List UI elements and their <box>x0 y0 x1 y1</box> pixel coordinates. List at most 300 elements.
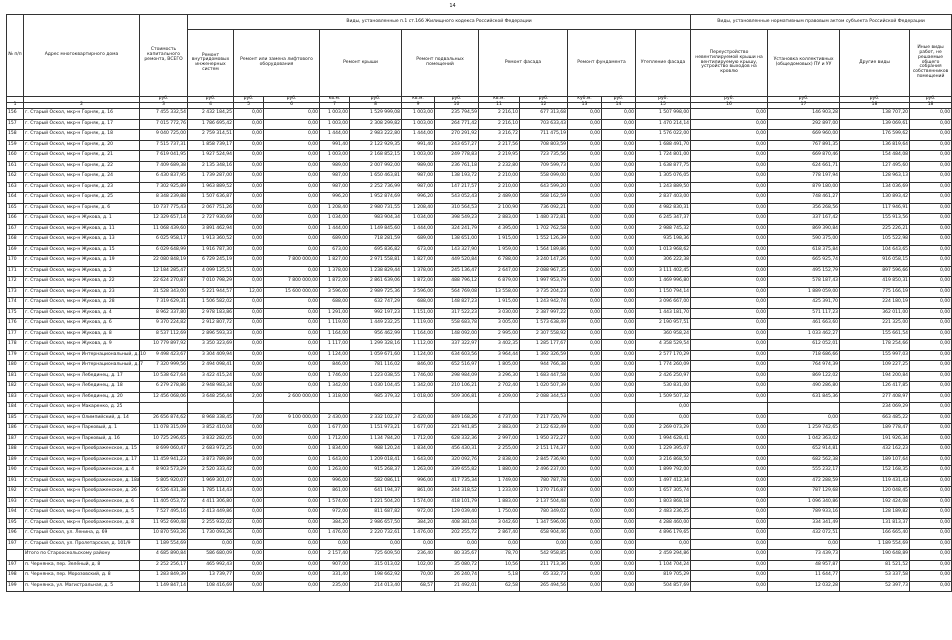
unit-cell: руб. <box>435 97 479 103</box>
value-cell <box>350 403 402 414</box>
value-cell: 2 220 732,61 <box>350 529 402 540</box>
value-cell: 2 912 807,72 <box>188 319 234 330</box>
value-cell: 748 461,27 <box>768 193 840 204</box>
value-cell: 861,00 <box>402 487 435 498</box>
value-cell: 1 480 372,81 <box>520 214 568 225</box>
value-cell: 1 299 328,16 <box>350 340 402 351</box>
value-cell: 0,00 <box>910 182 952 193</box>
value-cell: 0,00 <box>568 109 602 120</box>
value-cell: 1 119,00 <box>402 319 435 330</box>
value-cell: 2 948 983,34 <box>188 382 234 393</box>
value-cell: 0,00 <box>636 539 691 550</box>
value-cell: 1 774 260,09 <box>636 361 691 372</box>
row-number-cell: 190 <box>7 466 24 477</box>
row-number-cell: 196 <box>7 529 24 540</box>
table-row <box>7 539 952 550</box>
value-cell: 632 747,29 <box>350 298 402 309</box>
value-cell: 711 475,19 <box>520 130 568 141</box>
value-cell: 0,00 <box>910 277 952 288</box>
value-cell: 3 852 410,04 <box>188 424 234 435</box>
value-cell: 0,00 <box>568 350 602 361</box>
value-cell: 1 858 739,17 <box>188 140 234 151</box>
value-cell: 1 189 554,69 <box>140 539 188 550</box>
value-cell: 1 506 582,02 <box>188 298 234 309</box>
address-cell: г. Старый Оскол, мкр-н Жукова, д. 28 <box>24 298 140 309</box>
value-cell: 0,00 <box>636 413 691 424</box>
value-cell: 2 216,10 <box>479 109 520 120</box>
value-cell: 4 685 890,84 <box>140 550 188 561</box>
value-cell: 0,00 <box>910 161 952 172</box>
value-cell: 0,00 <box>691 182 768 193</box>
value-cell: 1 469 996,80 <box>636 277 691 288</box>
value-cell: 869 122,02 <box>768 371 840 382</box>
table-row <box>7 266 952 277</box>
value-cell: 0,00 <box>910 172 952 183</box>
value-cell: 0,00 <box>910 287 952 298</box>
value-cell: 0,00 <box>602 319 636 330</box>
value-cell: 0,00 <box>234 382 264 393</box>
value-cell: 198 662,92 <box>350 571 402 582</box>
value-cell: 2 727 930,69 <box>188 214 234 225</box>
value-cell: 8 968 338,45 <box>188 413 234 424</box>
unit-cell: руб. <box>768 97 840 103</box>
unit-cell: руб. <box>520 97 568 103</box>
header-extra-works: Иные виды работ, не решаемые общего собрания собственников помещений <box>910 30 952 97</box>
value-cell: 0,00 <box>910 340 952 351</box>
value-cell: 2 252 736,99 <box>350 182 402 193</box>
row-number-cell: 199 <box>7 581 24 592</box>
value-cell: 0,00 <box>602 193 636 204</box>
value-cell: 2 861 639,06 <box>350 277 402 288</box>
value-cell: 3 832 282,05 <box>188 434 234 445</box>
value-cell: 2 683 972,25 <box>188 445 234 456</box>
value-cell <box>402 403 435 414</box>
value-cell: 0,00 <box>264 203 320 214</box>
value-cell: 5,18 <box>479 571 520 582</box>
value-cell: 1 746,00 <box>320 371 350 382</box>
row-number-cell: 165 <box>7 203 24 214</box>
value-cell: 558 683,78 <box>435 319 479 330</box>
header-address: Адрес многоквартирного дома <box>24 15 140 97</box>
value-cell: 1 638 877,75 <box>636 161 691 172</box>
value-cell: 0,00 <box>568 119 602 130</box>
value-cell: 781 116,02 <box>350 361 402 372</box>
value-cell: 68,57 <box>402 581 435 592</box>
table-row <box>7 455 952 466</box>
unit-cell: руб. <box>840 97 910 103</box>
table-row <box>7 287 952 298</box>
value-cell: 7 320 999,56 <box>140 361 188 372</box>
unit-cell: руб. <box>691 97 768 103</box>
value-cell: 0,00 <box>910 476 952 487</box>
value-cell: 1 573 638,49 <box>520 319 568 330</box>
value-cell: 2 494 098,41 <box>188 361 234 372</box>
row-number-cell: 161 <box>7 161 24 172</box>
value-cell: 582 086,11 <box>350 476 402 487</box>
value-cell: 1 003,00 <box>320 109 350 120</box>
value-cell: 1 915,00 <box>479 298 520 309</box>
value-cell: 0,00 <box>264 455 320 466</box>
value-cell: 2 210,00 <box>479 182 520 193</box>
value-cell: 956 462,99 <box>350 329 402 340</box>
value-cell: 432 072,51 <box>768 529 840 540</box>
address-cell: г. Старый Оскол, мкр-н Жукова, д. 8 <box>24 329 140 340</box>
value-cell: 673,00 <box>320 245 350 256</box>
value-cell: 7 319 629,31 <box>140 298 188 309</box>
address-cell: г. Старый Оскол, ул. Пролетарская, д. 101/9 <box>24 539 140 550</box>
column-number: 3 <box>140 103 188 109</box>
value-cell <box>188 403 234 414</box>
value-cell: 2 577 170,29 <box>636 350 691 361</box>
value-cell: 0,00 <box>691 529 768 540</box>
row-number-cell: 182 <box>7 382 24 393</box>
row-number-cell: 194 <box>7 508 24 519</box>
unit-cell: руб. <box>350 97 402 103</box>
table-row <box>7 382 952 393</box>
address-cell: г. Старый Оскол, мкр-н Горняк, д. 20 <box>24 140 140 151</box>
value-cell: 819 705,29 <box>636 571 691 582</box>
value-cell: 456 430,31 <box>435 445 479 456</box>
value-cell: 0,00 <box>910 266 952 277</box>
value-cell: 0,00 <box>910 203 952 214</box>
value-cell: 0,00 <box>264 581 320 592</box>
value-cell: 1 443 181,70 <box>636 308 691 319</box>
row-number-cell: 187 <box>7 434 24 445</box>
column-number: 2 <box>24 103 140 109</box>
value-cell: 0,00 <box>691 130 768 141</box>
value-cell: 3 296,30 <box>479 371 520 382</box>
table-row <box>7 434 952 445</box>
value-cell: 0,00 <box>910 371 952 382</box>
value-cell: 2 989 725,36 <box>350 287 402 298</box>
value-cell: 0,00 <box>602 581 636 592</box>
value-cell: 119 431,43 <box>840 476 910 487</box>
address-cell: г. Старый Оскол, мкр-н Горняк, д. 21 <box>24 151 140 162</box>
value-cell: 0,00 <box>602 235 636 246</box>
value-cell: 775 166,19 <box>840 287 910 298</box>
value-cell: 192 424,08 <box>840 497 910 508</box>
address-cell: г. Старый Оскол, мкр-н Горняк, д. 17 <box>24 119 140 130</box>
value-cell: 8 962 337,80 <box>140 308 188 319</box>
value-cell: 236 761,18 <box>435 161 479 172</box>
value-cell: 166 665,40 <box>840 529 910 540</box>
value-cell: 0,00 <box>234 256 264 267</box>
value-cell: 1 683 447,58 <box>520 371 568 382</box>
value-cell: 324 241,79 <box>435 224 479 235</box>
value-cell: 131 813,37 <box>840 518 910 529</box>
value-cell: 0,00 <box>264 445 320 456</box>
address-cell: г. Старый Оскол, мкр-н Лебединец, д. 18 <box>24 382 140 393</box>
value-cell: 879 180,00 <box>768 182 840 193</box>
value-cell: 1 378,00 <box>402 266 435 277</box>
column-number: 6 <box>264 103 320 109</box>
table-row <box>7 224 952 235</box>
value-cell: 1 552 126,39 <box>520 235 568 246</box>
value-cell: 10 538 627,64 <box>140 371 188 382</box>
value-cell: 709 599,73 <box>520 161 568 172</box>
value-cell: 0,00 <box>568 392 602 403</box>
value-cell: 362 011,00 <box>840 308 910 319</box>
value-cell: 78,70 <box>479 550 520 561</box>
value-cell: 127 495,60 <box>840 161 910 172</box>
value-cell: 652 914,81 <box>768 445 840 456</box>
column-number: 14 <box>602 103 636 109</box>
header-group-federal: Виды, установленные п.1 ст.166 Жилищного кодекса Российской Федерации <box>188 15 691 30</box>
value-cell: 0,00 <box>602 287 636 298</box>
value-cell: 0,00 <box>264 109 320 120</box>
value-cell: 105 522,98 <box>840 235 910 246</box>
value-cell: 2 883,00 <box>479 424 520 435</box>
address-cell: г. Старый Оскол, мкр-н Горняк, д. 24 <box>24 172 140 183</box>
value-cell: 0,00 <box>602 508 636 519</box>
value-cell: 0,00 <box>910 329 952 340</box>
value-cell: 0,00 <box>691 550 768 561</box>
value-cell: 138 707,20 <box>840 109 910 120</box>
value-cell: 155 997,03 <box>840 350 910 361</box>
value-cell: 1 643,00 <box>320 455 350 466</box>
value-cell: 0,00 <box>602 161 636 172</box>
value-cell: 0,00 <box>568 371 602 382</box>
value-cell: 0,00 <box>602 392 636 403</box>
table-row <box>7 550 952 561</box>
value-cell: 658 904,46 <box>520 529 568 540</box>
value-cell: 270 291,92 <box>435 130 479 141</box>
value-cell: 461 663,60 <box>768 319 840 330</box>
column-number: 12 <box>520 103 568 109</box>
value-cell: 490 286,80 <box>768 382 840 393</box>
value-cell: 8 537 112,69 <box>140 329 188 340</box>
value-cell: 944 766,38 <box>520 361 568 372</box>
address-cell: г. Старый Оскол, мкр-н Интернациональный, д. 7 <box>24 361 140 372</box>
value-cell: 1 208,40 <box>320 203 350 214</box>
value-cell: 0,00 <box>234 529 264 540</box>
address-cell: г. Старый Оскол, мкр-н Преображенское, д. 8 <box>24 518 140 529</box>
value-cell: 360 958,24 <box>636 329 691 340</box>
row-number-cell: 198 <box>7 571 24 582</box>
value-cell: 989,00 <box>320 161 350 172</box>
unit-cell: руб. <box>234 97 264 103</box>
value-cell: 9 100 000,00 <box>264 413 320 424</box>
value-cell: 0,00 <box>568 571 602 582</box>
value-cell: 0,00 <box>234 518 264 529</box>
value-cell: 0,00 <box>602 182 636 193</box>
value-cell: 6 526 431,38 <box>140 487 188 498</box>
value-cell: 0,00 <box>234 203 264 214</box>
value-cell: 1 564 189,86 <box>520 245 568 256</box>
value-cell: 143 327,90 <box>435 245 479 256</box>
value-cell: 0,00 <box>264 508 320 519</box>
value-cell: 0,00 <box>568 256 602 267</box>
value-cell: 504 857,69 <box>636 581 691 592</box>
table-row <box>7 424 952 435</box>
value-cell: 3 596,00 <box>320 287 350 298</box>
value-cell: 2 217,56 <box>479 140 520 151</box>
value-cell: 558 099,00 <box>520 172 568 183</box>
value-cell: 1 950 372,27 <box>520 434 568 445</box>
address-cell: г. Старый Оскол, мкр-н Жукова, д. 2 <box>24 266 140 277</box>
value-cell: 0,00 <box>568 508 602 519</box>
table-row <box>7 392 952 403</box>
value-cell: 0,00 <box>568 518 602 529</box>
value-cell: 0,00 <box>602 571 636 582</box>
value-cell: 2 426 250,97 <box>636 371 691 382</box>
value-cell: 138 193,72 <box>435 172 479 183</box>
value-cell: 996,20 <box>402 193 435 204</box>
value-cell: 53 337,58 <box>840 571 910 582</box>
value-cell: 652 516,97 <box>435 361 479 372</box>
value-cell: 1 151 973,21 <box>350 424 402 435</box>
value-cell: 0,00 <box>910 235 952 246</box>
value-cell: 0,00 <box>234 319 264 330</box>
value-cell: 0,00 <box>910 560 952 571</box>
address-cell: Итого по Старооскольскому району <box>24 550 140 561</box>
value-cell: 7 800 000,00 <box>264 277 320 288</box>
value-cell: 0,00 <box>264 130 320 141</box>
value-cell: 1 574,00 <box>320 497 350 508</box>
value-cell: 1 392 326,59 <box>520 350 568 361</box>
value-cell: 11 078 315,09 <box>140 424 188 435</box>
value-cell: 1 786 695,42 <box>188 119 234 130</box>
value-cell: 337 322,97 <box>435 340 479 351</box>
value-cell: 1 444,00 <box>320 224 350 235</box>
value-cell: 0,00 <box>602 350 636 361</box>
value-cell: 194 200,84 <box>840 371 910 382</box>
value-cell: 0,00 <box>691 119 768 130</box>
header-facade: Ремонт фасада <box>479 30 568 97</box>
value-cell: 0,00 <box>602 445 636 456</box>
value-cell: 2 986 657,50 <box>350 518 402 529</box>
value-cell: 1 688 491,70 <box>636 140 691 151</box>
value-cell: 0,00 <box>234 214 264 225</box>
table-row <box>7 445 952 456</box>
address-cell: п. Чернянка, ул. Магистральная, д. 5 <box>24 581 140 592</box>
value-cell: 0,00 <box>691 382 768 393</box>
value-cell: 4 209,00 <box>479 392 520 403</box>
value-cell: 2 983 222,80 <box>350 130 402 141</box>
value-cell: 1 507 636,87 <box>188 193 234 204</box>
value-cell: 564 769,08 <box>435 287 479 298</box>
value-cell: 0,00 <box>602 371 636 382</box>
value-cell: 811 687,82 <box>350 508 402 519</box>
value-cell: 317 522,23 <box>435 308 479 319</box>
value-cell: 1 263,00 <box>402 466 435 477</box>
value-cell: 0,00 <box>691 340 768 351</box>
value-cell: 0,00 <box>602 203 636 214</box>
value-cell: 245 136,47 <box>435 266 479 277</box>
value-cell <box>768 403 840 414</box>
value-cell: 1 677,00 <box>402 424 435 435</box>
value-cell: 985 379,32 <box>350 392 402 403</box>
value-cell: 1 003,00 <box>402 109 435 120</box>
value-cell: 11 459 941,23 <box>140 455 188 466</box>
value-cell: 0,00 <box>568 235 602 246</box>
value-cell: 0,00 <box>234 235 264 246</box>
value-cell: 983 904,34 <box>350 214 402 225</box>
value-cell: 13 558,00 <box>479 287 520 298</box>
value-cell: 0,00 <box>234 245 264 256</box>
value-cell: 331,40 <box>320 571 350 582</box>
value-cell: 0,00 <box>910 497 952 508</box>
value-cell: 26 656 874,62 <box>140 413 188 424</box>
value-cell: 0,00 <box>234 476 264 487</box>
value-cell: 0,00 <box>910 298 952 309</box>
value-cell: 0,00 <box>264 245 320 256</box>
value-cell: 1 119,00 <box>320 319 350 330</box>
value-cell: 0,00 <box>691 350 768 361</box>
value-cell: 2 269 073,29 <box>636 424 691 435</box>
value-cell: 2 647,00 <box>479 266 520 277</box>
value-cell: 1 318,00 <box>320 392 350 403</box>
value-cell: 0,00 <box>264 539 320 550</box>
value-cell: 356 268,56 <box>768 203 840 214</box>
column-number: 1 <box>7 103 24 109</box>
value-cell: 2 420,00 <box>402 413 435 424</box>
value-cell: 1 223 038,55 <box>350 371 402 382</box>
value-cell: 0,00 <box>691 287 768 298</box>
value-cell: 1 476,00 <box>320 529 350 540</box>
value-cell: 0,00 <box>910 529 952 540</box>
value-cell: 3 422 415,24 <box>188 371 234 382</box>
value-cell: 0,00 <box>264 350 320 361</box>
value-cell: 0,00 <box>520 539 568 550</box>
value-cell <box>520 403 568 414</box>
value-cell: 154 484,08 <box>840 151 910 162</box>
value-cell: 631 845,36 <box>768 392 840 403</box>
row-number-cell: 191 <box>7 476 24 487</box>
value-cell: 0,00 <box>910 350 952 361</box>
value-cell: 0,00 <box>264 298 320 309</box>
value-cell: 264 771,42 <box>435 119 479 130</box>
value-cell: 5 805 920,07 <box>140 476 188 487</box>
value-cell: 2 883,00 <box>479 214 520 225</box>
value-cell: 211 713,36 <box>520 560 568 571</box>
value-cell: 2 489,00 <box>479 193 520 204</box>
value-cell: 0,00 <box>234 151 264 162</box>
value-cell: 243 657,27 <box>435 140 479 151</box>
value-cell: 0,00 <box>691 560 768 571</box>
value-cell: 10 725 296,65 <box>140 434 188 445</box>
value-cell: 126 417,85 <box>840 382 910 393</box>
value-cell: 2 307 558,92 <box>520 329 568 340</box>
value-cell: 0,00 <box>264 340 320 351</box>
value-cell: 542 958,85 <box>520 550 568 561</box>
value-cell: 1 805,00 <box>479 361 520 372</box>
value-cell: 1 827,00 <box>320 256 350 267</box>
value-cell: 669 960,00 <box>768 130 840 141</box>
value-cell: 0,00 <box>691 151 768 162</box>
value-cell: 22 080 848,19 <box>140 256 188 267</box>
row-number-cell: 176 <box>7 319 24 330</box>
value-cell: 191 926,34 <box>840 434 910 445</box>
address-cell: г. Старый Оскол, мкр-н Жукова, д. 1 <box>24 214 140 225</box>
value-cell: 2 980 731,55 <box>350 203 402 214</box>
value-cell: 663 485,22 <box>840 413 910 424</box>
address-cell: г. Старый Оскол, мкр-н Лебединец, д. 20 <box>24 392 140 403</box>
value-cell: 0,00 <box>602 550 636 561</box>
value-cell: 190 648,89 <box>840 550 910 561</box>
value-cell: 0,00 <box>568 455 602 466</box>
value-cell: 0,00 <box>234 193 264 204</box>
value-cell: 1 003,00 <box>402 151 435 162</box>
value-cell: 398 549,23 <box>435 214 479 225</box>
value-cell: 1 124,00 <box>320 350 350 361</box>
value-cell: 0,00 <box>602 256 636 267</box>
value-cell: 10,56 <box>479 560 520 571</box>
table-row <box>7 403 952 414</box>
value-cell: 0,00 <box>568 413 602 424</box>
value-cell: 7 217 720,79 <box>520 413 568 424</box>
value-cell: 1 259 742,65 <box>768 424 840 435</box>
